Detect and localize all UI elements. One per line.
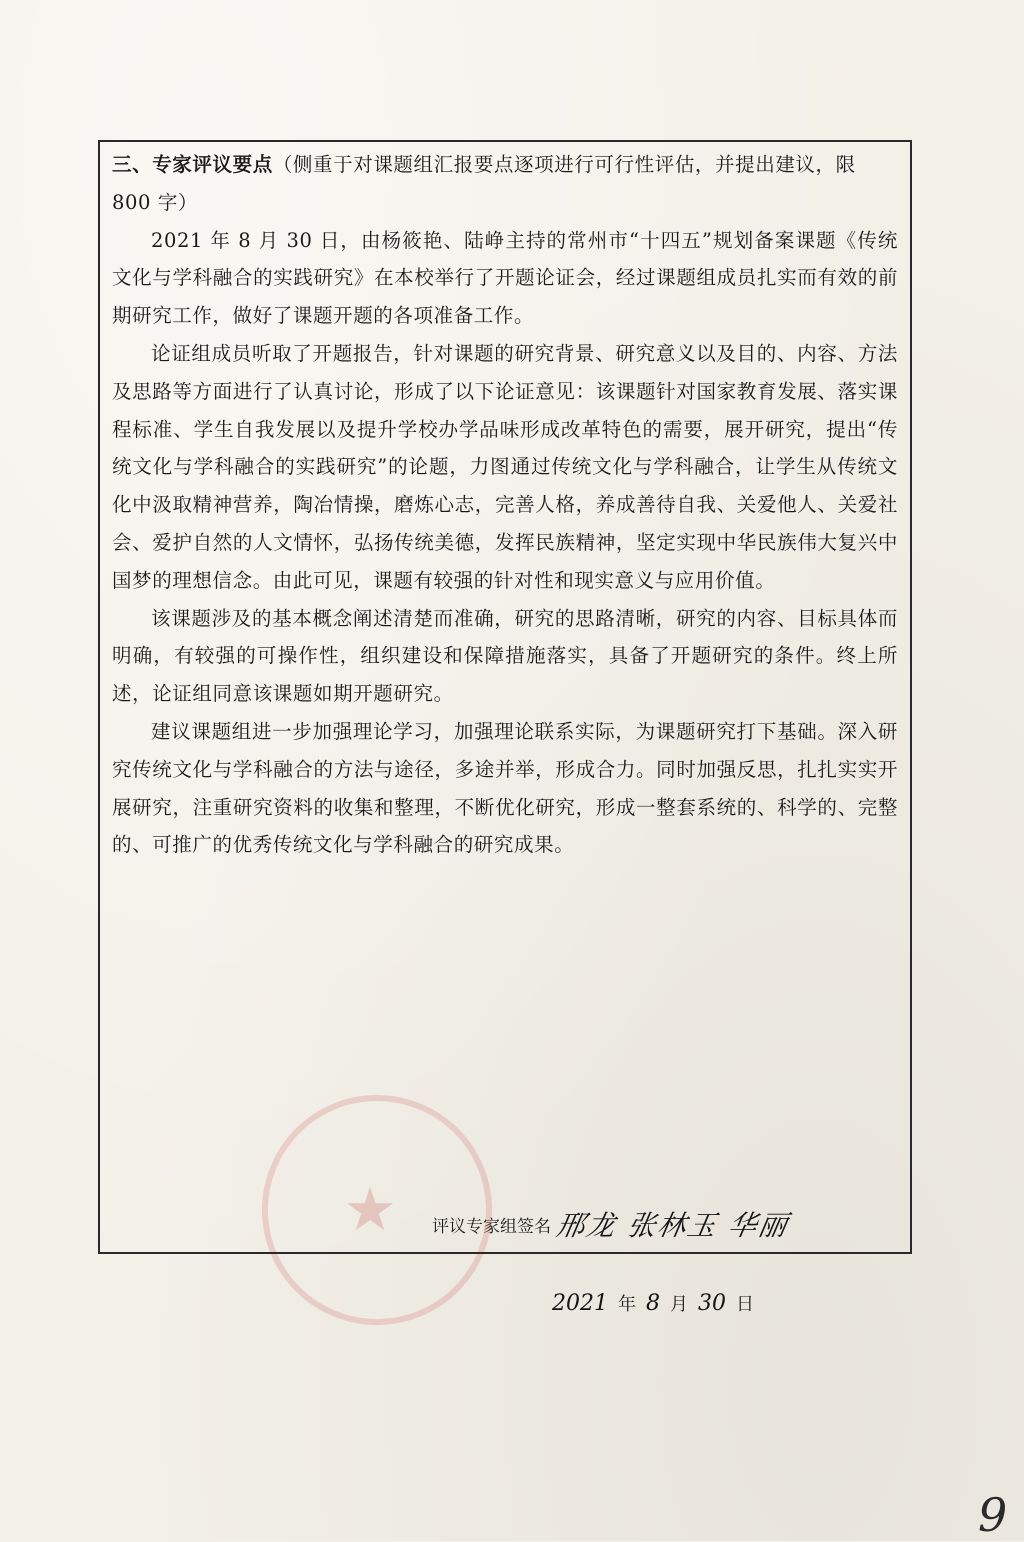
date-month-suffix: 月 xyxy=(670,1294,688,1315)
page-number: 9 xyxy=(978,1488,1008,1542)
date-day: 30 xyxy=(698,1291,726,1316)
signature-label: 评议专家组签名 xyxy=(432,1216,551,1237)
date-day-suffix: 日 xyxy=(736,1294,754,1315)
paragraph-intro: 2021 年 8 月 30 日，由杨筱艳、陆峥主持的常州市“十四五”规划备案课题《传统文化与学科融合的实践研究》在本校举行了开题论证会，经过课题组成员扎实而有效的前期研究工作，做好了课题开题的各项准备工作。 xyxy=(112,228,898,328)
seal-star-icon: ★ xyxy=(343,1175,397,1245)
expert-signature xyxy=(432,1204,792,1244)
section-heading-title: 三、专家评议要点 xyxy=(112,153,273,176)
signature-date xyxy=(552,1290,754,1316)
paragraph-suggestions: 建议课题组进一步加强理论学习，加强理论联系实际，为课题研究打下基础。深入研究传统文化与学科融合的方法与途径，多途并举，形成合力。同时加强反思，扎扎实实开展研究，注重研究资料的收集和整理，不断优化研究，形成一整套系统的、科学的、完整的、可推广的优秀传统文化与学科融合的研究成果。 xyxy=(112,719,898,857)
review-content xyxy=(112,146,898,864)
date-year: 2021 xyxy=(552,1291,608,1316)
paragraph-opinion: 论证组成员听取了开题报告，针对课题的研究背景、研究意义以及目的、内容、方法及思路等方面进行了认真讨论，形成了以下论证意见：该课题针对国家教育发展、落实课程标准、学生自我发展以及提升学校办学品味形成改革特色的需要，展开研究，提出“传统文化与学科融合的实践研究”的论题，力图通过传统文化与学科融合，让学生从传统文化中汲取精神营养，陶冶情操，磨炼心志，完善人格，养成善待自我、关爱他人、关爱社会、爱护自然的人文情怀，弘扬传统美德，发挥民族精神，坚定实现中华民族伟大复兴中国梦的理想信念。由此可见，课题有较强的针对性和现实意义与应用价值。 xyxy=(112,341,898,592)
date-year-suffix: 年 xyxy=(618,1294,636,1315)
paragraph-assessment: 该课题涉及的基本概念阐述清楚而准确，研究的思路清晰，研究的内容、目标具体而明确，有较强的可操作性，组织建设和保障措施落实，具备了开题研究的条件。终上所述，论证组同意该课题如期开题研究。 xyxy=(112,606,898,706)
date-month: 8 xyxy=(646,1291,660,1316)
section-heading xyxy=(112,146,898,222)
section-heading-note: （侧重于对课题组汇报要点逐项进行可行性评估，并提出建议，限 800 字） xyxy=(112,153,856,214)
handwritten-signatures: 邢龙 张林玉 华丽 xyxy=(553,1209,792,1242)
